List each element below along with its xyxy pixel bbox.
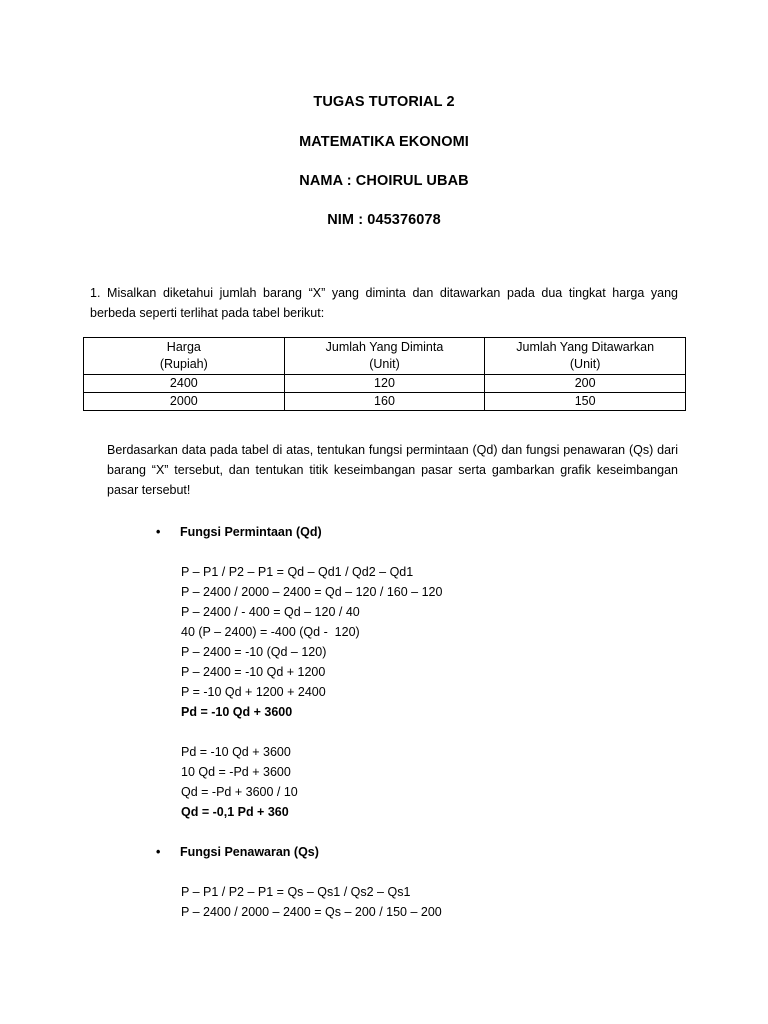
equation-line: P – 2400 / 2000 – 2400 = Qd – 120 / 160 – 120 [181,585,443,599]
bullet-icon: • [156,525,161,539]
student-name: NAMA : CHOIRUL UBAB [299,173,469,189]
supply-heading [156,842,319,862]
equation-line: P – 2400 = -10 Qd + 1200 [181,665,326,679]
equation-line: P = -10 Qd + 1200 + 2400 [181,685,326,699]
header-unit: (Unit) [569,357,601,371]
equation-result: Qd = -0,1 Pd + 360 [181,805,289,819]
table-cell: 2000 [84,393,285,411]
demand-heading [156,522,322,542]
equation-line: P – 2400 / 2000 – 2400 = Qs – 200 / 150 – 200 [181,905,442,919]
header-label: Jumlah Yang Diminta [325,340,444,354]
table-cell: 160 [284,393,485,411]
equation-line: P – 2400 / - 400 = Qd – 120 / 40 [181,605,360,619]
student-nim: NIM : 045376078 [327,212,441,228]
data-table [83,337,686,411]
equation-line: Qd = -Pd + 3600 / 10 [181,785,298,799]
table-row [84,393,686,411]
equation-line: 40 (P – 2400) = -400 (Qd - 120) [181,625,360,639]
table-header-demand [284,338,485,375]
equation-line: P – P1 / P2 – P1 = Qd – Qd1 / Qd2 – Qd1 [181,565,414,579]
demand-equations [181,562,442,822]
table-header-price [84,338,285,375]
equation-line: P – 2400 = -10 (Qd – 120) [181,645,327,659]
header-label: Jumlah Yang Ditawarkan [516,340,655,354]
equation-line: Pd = -10 Qd + 3600 [181,745,291,759]
header-unit: (Unit) [369,357,400,371]
equation-result: Pd = -10 Qd + 3600 [181,705,293,719]
header-label: Harga [166,340,201,354]
table-header-row [84,338,686,375]
table-cell: 200 [485,375,686,393]
table-cell: 2400 [84,375,285,393]
supply-title: Fungsi Penawaran (Qs) [180,845,319,859]
table-cell: 120 [284,375,485,393]
title-subject: MATEMATIKA EKONOMI [299,134,469,150]
equation-line: P – P1 / P2 – P1 = Qs – Qs1 / Qs2 – Qs1 [181,885,411,899]
question-text: 1. Misalkan diketahui jumlah barang “X” yang diminta dan ditawarkan pada dua tingkat harga yang berbeda seperti terlihat pada tabel berikut: [90,286,678,320]
instruction-text: Berdasarkan data pada tabel di atas, tentukan fungsi permintaan (Qd) dan fungsi penawaran (Qs) dari barang “X” tersebut, dan tentukan titik keseimbangan pasar serta gambarkan grafik keseimbangan pasar tersebut! [107,443,678,497]
spacer [181,722,442,742]
table-row [84,375,686,393]
supply-equations [181,882,442,922]
title-tugas: TUGAS TUTORIAL 2 [313,94,455,110]
table-header-supply [485,338,686,375]
table-cell: 150 [485,393,686,411]
demand-title: Fungsi Permintaan (Qd) [180,525,322,539]
bullet-icon: • [156,845,161,859]
equation-line: 10 Qd = -Pd + 3600 [181,765,291,779]
header-unit: (Rupiah) [159,357,208,371]
